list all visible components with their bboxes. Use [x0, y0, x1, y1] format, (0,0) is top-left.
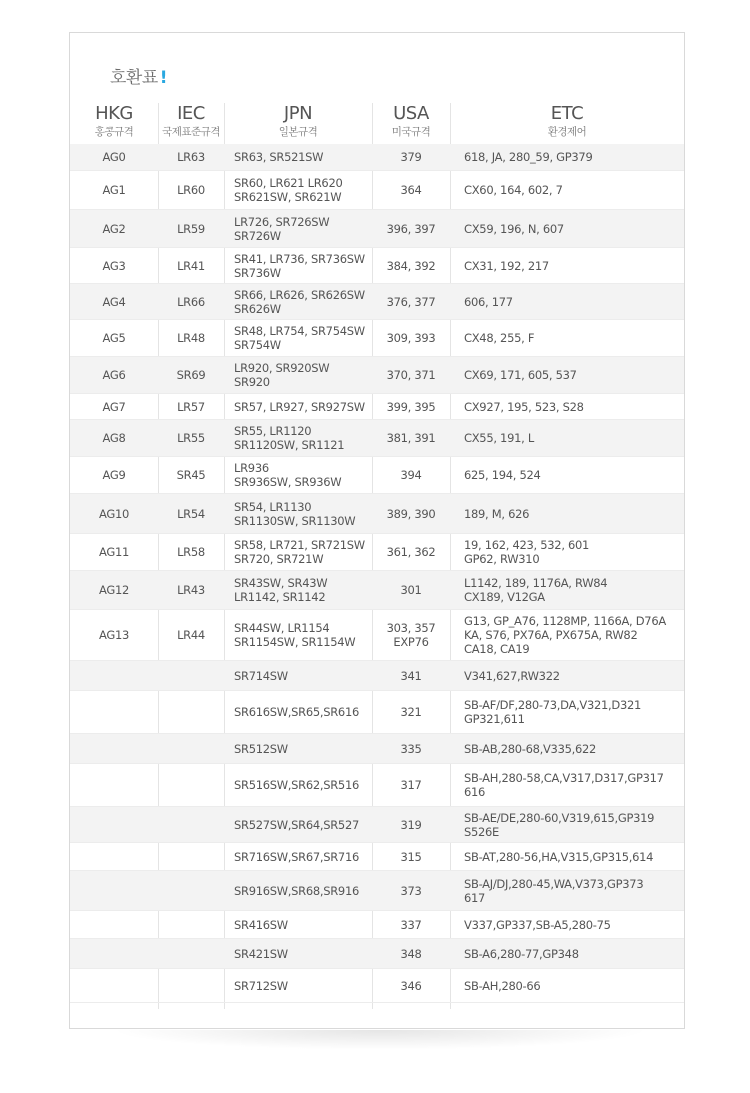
header-hkg-sublabel: 홍콩규격: [94, 126, 134, 138]
cell-usa: [372, 420, 450, 456]
cell-etc: [450, 320, 684, 356]
cell-jpn: [224, 571, 372, 609]
cell-usa-text: 309, 393: [386, 331, 436, 345]
cell-iec: [158, 534, 224, 570]
cell-iec: [158, 320, 224, 356]
cell-usa: [372, 691, 450, 733]
cell-etc: [450, 969, 684, 1002]
cell-usa: [372, 734, 450, 763]
cell-usa: [372, 494, 450, 533]
header-etc: [450, 103, 684, 139]
cell-usa-text: 337: [400, 917, 422, 932]
cell-usa: [372, 144, 450, 170]
cell-iec: [158, 494, 224, 533]
cell-hkg: [70, 210, 158, 247]
cell-etc: [450, 171, 684, 209]
cell-etc-text: V341,627,RW322: [464, 668, 560, 683]
cell-etc: [450, 939, 684, 968]
cell-jpn-text: SR66, LR626, SR626SW SR626W: [234, 287, 365, 316]
cell-iec-text: LR60: [177, 183, 205, 197]
header-usa-label: USA: [393, 103, 429, 124]
cell-usa: [372, 320, 450, 356]
cell-iec-text: LR48: [177, 331, 205, 345]
cell-usa: [372, 210, 450, 247]
cell-usa: [372, 248, 450, 283]
cell-iec: [158, 248, 224, 283]
cell-usa: [372, 284, 450, 319]
cell-usa-text: 335: [400, 741, 422, 756]
cell-hkg-text: AG7: [102, 399, 126, 414]
cell-etc-text: CX55, 191, L: [464, 431, 534, 445]
cell-jpn: [224, 843, 372, 870]
table-row: [70, 394, 684, 420]
cell-etc: [450, 911, 684, 938]
cell-jpn-text: LR920, SR920SW SR920: [234, 361, 330, 389]
cell-jpn-text: SR716SW,SR67,SR716: [234, 849, 359, 864]
cell-usa-text: 319: [400, 817, 422, 832]
cell-iec: [158, 734, 224, 763]
cell-jpn: [224, 734, 372, 763]
cell-jpn-text: SR616SW,SR65,SR616: [234, 705, 359, 719]
cell-usa-text: 364: [400, 183, 422, 197]
header-iec: [158, 103, 224, 139]
cell-usa: [372, 394, 450, 419]
cell-usa: [372, 661, 450, 690]
cell-hkg-text: AG5: [102, 331, 126, 345]
cell-jpn-text: SR516SW,SR62,SR516: [234, 778, 359, 792]
cell-iec: [158, 357, 224, 393]
cell-etc-text: 606, 177: [464, 294, 513, 309]
cell-etc: [450, 571, 684, 609]
cell-etc: [450, 661, 684, 690]
cell-usa-text: 381, 391: [386, 431, 436, 445]
header-jpn-sublabel: 일본규격: [278, 126, 318, 138]
cell-iec: [158, 807, 224, 842]
title-mark: !: [159, 68, 168, 88]
cell-jpn: [224, 457, 372, 493]
cell-hkg: [70, 144, 158, 170]
compatibility-table-body: [70, 144, 684, 1003]
table-row: [70, 734, 684, 764]
header-iec-label: IEC: [177, 103, 205, 124]
cell-hkg-text: AG11: [98, 545, 129, 559]
cell-hkg-text: AG6: [102, 368, 126, 382]
cell-hkg: [70, 171, 158, 209]
cell-usa-text: 376, 377: [386, 294, 436, 309]
cell-iec-text: LR54: [177, 506, 205, 521]
cell-hkg-text: AG3: [102, 258, 126, 273]
cell-jpn: [224, 171, 372, 209]
cell-usa: [372, 534, 450, 570]
header-hkg: [70, 103, 158, 139]
cell-jpn-text: SR421SW: [234, 946, 288, 961]
cell-jpn: [224, 871, 372, 910]
cell-etc-text: SB-A6,280-77,GP348: [464, 946, 579, 961]
cell-jpn: [224, 284, 372, 319]
cell-etc: [450, 534, 684, 570]
header-etc-sublabel: 환경제어: [547, 126, 587, 138]
table-row: [70, 871, 684, 911]
cell-etc-text: CX59, 196, N, 607: [464, 221, 564, 236]
cell-hkg-text: AG8: [102, 431, 126, 445]
cell-usa-text: 373: [400, 883, 422, 898]
table-row: [70, 420, 684, 457]
table-row: [70, 210, 684, 248]
cell-hkg: [70, 457, 158, 493]
cell-jpn-text: SR527SW,SR64,SR527: [234, 817, 359, 832]
cell-etc: [450, 494, 684, 533]
cell-iec-text: SR69: [176, 368, 206, 382]
table-row: [70, 911, 684, 939]
cell-hkg: [70, 939, 158, 968]
cell-jpn-text: SR54, LR1130 SR1130SW, SR1130W: [234, 499, 356, 528]
cell-iec-text: LR59: [177, 221, 205, 236]
table-row: [70, 144, 684, 171]
cell-iec: [158, 911, 224, 938]
cell-usa-text: 394: [400, 468, 422, 482]
cell-usa-text: 348: [400, 946, 422, 961]
title-text: 호환표: [110, 68, 158, 88]
table-row: [70, 284, 684, 320]
cell-etc: [450, 764, 684, 806]
table-row: [70, 807, 684, 843]
page-title: [110, 63, 167, 88]
cell-jpn: [224, 394, 372, 419]
cell-hkg: [70, 734, 158, 763]
cell-etc-text: CX69, 171, 605, 537: [464, 368, 577, 382]
cell-jpn: [224, 210, 372, 247]
cell-iec-text: LR63: [177, 150, 205, 164]
cell-usa: [372, 764, 450, 806]
cell-etc-text: SB-AJ/DJ,280-45,WA,V373,GP373 617: [464, 876, 644, 905]
cell-hkg: [70, 534, 158, 570]
cell-etc-text: CX927, 195, 523, S28: [464, 399, 584, 414]
cell-jpn-text: SR63, SR521SW: [234, 150, 324, 164]
cell-hkg: [70, 320, 158, 356]
cell-etc: [450, 843, 684, 870]
cell-iec: [158, 420, 224, 456]
cell-etc-text: SB-AB,280-68,V335,622: [464, 741, 597, 756]
header-jpn: [224, 103, 372, 139]
cell-hkg: [70, 394, 158, 419]
cell-usa: [372, 571, 450, 609]
cell-iec-text: LR43: [177, 583, 205, 597]
cell-iec: [158, 144, 224, 170]
cell-hkg: [70, 911, 158, 938]
cell-jpn: [224, 420, 372, 456]
cell-jpn-text: LR726, SR726SW SR726W: [234, 214, 330, 243]
cell-jpn-text: SR55, LR1120 SR1120SW, SR1121: [234, 424, 345, 452]
cell-iec-text: LR58: [177, 545, 205, 559]
cell-etc: [450, 807, 684, 842]
header-hkg-label: HKG: [95, 103, 133, 124]
cell-jpn-text: SR58, LR721, SR721SW SR720, SR721W: [234, 538, 365, 566]
cell-iec-text: LR57: [177, 399, 205, 414]
cell-usa-text: 361, 362: [386, 545, 436, 559]
cell-usa: [372, 871, 450, 910]
cell-etc-text: 189, M, 626: [464, 506, 530, 521]
cell-iec: [158, 571, 224, 609]
cell-jpn-text: SR512SW: [234, 741, 288, 756]
table-row: [70, 610, 684, 661]
cell-usa-text: 341: [400, 668, 422, 683]
cell-iec: [158, 764, 224, 806]
cell-hkg-text: AG4: [102, 294, 126, 309]
cell-jpn-text: SR712SW: [234, 978, 288, 993]
table-row: [70, 691, 684, 734]
cell-etc: [450, 248, 684, 283]
cell-etc-text: 618, JA, 280_59, GP379: [464, 150, 593, 164]
cell-usa-text: 346: [400, 978, 422, 993]
header-jpn-label: JPN: [283, 103, 313, 124]
table-row: [70, 457, 684, 494]
cell-usa-text: 303, 357 EXP76: [386, 621, 436, 649]
cell-hkg: [70, 691, 158, 733]
cell-etc-text: 625, 194, 524: [464, 468, 541, 482]
table-row: [70, 320, 684, 357]
cell-hkg: [70, 248, 158, 283]
cell-etc: [450, 394, 684, 419]
cell-usa: [372, 843, 450, 870]
table-row: [70, 248, 684, 284]
cell-jpn-text: SR714SW: [234, 668, 288, 683]
cell-hkg-text: AG2: [102, 221, 126, 236]
cell-etc: [450, 610, 684, 660]
cell-usa-text: 379: [400, 150, 422, 164]
table-row: [70, 571, 684, 610]
cell-usa: [372, 457, 450, 493]
cell-hkg: [70, 610, 158, 660]
cell-jpn: [224, 534, 372, 570]
header-etc-label: ETC: [550, 103, 584, 124]
cell-usa-text: 396, 397: [386, 221, 436, 236]
cell-etc-text: G13, GP_A76, 1128MP, 1166A, D76A KA, S76, PX76A, PX675A, RW82 CA18, CA19: [464, 614, 666, 656]
cell-jpn: [224, 248, 372, 283]
cell-usa: [372, 610, 450, 660]
cell-hkg: [70, 284, 158, 319]
cell-jpn-text: SR41, LR736, SR736SW SR736W: [234, 251, 365, 280]
cell-hkg: [70, 807, 158, 842]
cell-iec: [158, 969, 224, 1002]
cell-usa: [372, 357, 450, 393]
table-row: [70, 969, 684, 1003]
header-usa-sublabel: 미국규격: [391, 126, 431, 138]
cell-iec: [158, 871, 224, 910]
cell-jpn-text: SR416SW: [234, 917, 288, 932]
cell-usa: [372, 969, 450, 1002]
cell-usa-text: 384, 392: [386, 258, 436, 273]
cell-etc-text: SB-AH,280-58,CA,V317,D317,GP317 616: [464, 771, 664, 799]
table-row: [70, 534, 684, 571]
cell-jpn: [224, 807, 372, 842]
cell-jpn: [224, 691, 372, 733]
cell-etc-text: 19, 162, 423, 532, 601 GP62, RW310: [464, 538, 590, 566]
cell-etc: [450, 357, 684, 393]
cell-etc-text: L1142, 189, 1176A, RW84 CX189, V12GA: [464, 576, 608, 604]
cell-usa: [372, 807, 450, 842]
cell-hkg: [70, 871, 158, 910]
cell-etc: [450, 144, 684, 170]
cell-usa-text: 389, 390: [386, 506, 436, 521]
cell-hkg: [70, 764, 158, 806]
cell-iec-text: LR66: [177, 294, 205, 309]
cell-hkg-text: AG1: [102, 183, 126, 197]
cell-iec: [158, 394, 224, 419]
cell-hkg: [70, 843, 158, 870]
table-row: [70, 171, 684, 210]
cell-etc: [450, 284, 684, 319]
cell-iec: [158, 171, 224, 209]
cell-usa-text: 370, 371: [386, 368, 436, 382]
cell-usa-text: 315: [400, 849, 422, 864]
cell-jpn-text: LR936 SR936SW, SR936W: [234, 461, 342, 489]
cell-iec: [158, 661, 224, 690]
cell-jpn-text: SR44SW, LR1154 SR1154SW, SR1154W: [234, 621, 356, 649]
cell-usa-text: 321: [400, 705, 422, 719]
cell-jpn-text: SR60, LR621 LR620 SR621SW, SR621W: [234, 176, 343, 204]
cell-etc: [450, 734, 684, 763]
table-row: [70, 661, 684, 691]
cell-jpn: [224, 357, 372, 393]
table-row: [70, 939, 684, 969]
table-header: [70, 103, 684, 143]
cell-hkg: [70, 969, 158, 1002]
cell-etc: [450, 210, 684, 247]
cell-iec: [158, 210, 224, 247]
cell-iec: [158, 457, 224, 493]
table-row: [70, 764, 684, 807]
cell-iec-text: LR55: [177, 431, 205, 445]
cell-etc-text: SB-AE/DE,280-60,V319,615,GP319 S526E: [464, 810, 655, 839]
cell-etc: [450, 420, 684, 456]
card-shadow: [110, 1030, 650, 1050]
cell-jpn: [224, 939, 372, 968]
cell-hkg-text: AG13: [98, 628, 129, 642]
cell-etc-text: V337,GP337,SB-A5,280-75: [464, 917, 611, 932]
cell-jpn: [224, 911, 372, 938]
cell-iec: [158, 843, 224, 870]
cell-etc-text: SB-AT,280-56,HA,V315,GP315,614: [464, 849, 654, 864]
table-row: [70, 494, 684, 534]
cell-etc: [450, 871, 684, 910]
cell-iec-text: SR45: [176, 468, 206, 482]
cell-iec: [158, 939, 224, 968]
cell-usa: [372, 911, 450, 938]
cell-hkg: [70, 571, 158, 609]
cell-usa-text: 301: [400, 583, 422, 597]
cell-iec: [158, 284, 224, 319]
cell-jpn-text: SR57, LR927, SR927SW: [234, 399, 365, 414]
cell-jpn-text: SR43SW, SR43W LR1142, SR1142: [234, 576, 328, 604]
compatibility-card: [69, 32, 685, 1029]
header-iec-sublabel: 국제표준규격: [162, 126, 220, 138]
cell-jpn: [224, 494, 372, 533]
cell-hkg-text: AG9: [102, 468, 126, 482]
cell-jpn: [224, 610, 372, 660]
cell-iec: [158, 691, 224, 733]
cell-jpn: [224, 764, 372, 806]
cell-hkg-text: AG12: [98, 583, 129, 597]
cell-hkg: [70, 420, 158, 456]
cell-hkg-text: AG10: [98, 506, 129, 521]
table-row: [70, 357, 684, 394]
cell-usa: [372, 171, 450, 209]
cell-hkg: [70, 357, 158, 393]
cell-jpn-text: SR916SW,SR68,SR916: [234, 883, 359, 898]
cell-jpn-text: SR48, LR754, SR754SW SR754W: [234, 324, 365, 352]
cell-etc-text: CX31, 192, 217: [464, 258, 549, 273]
cell-etc-text: CX48, 255, F: [464, 331, 535, 345]
cell-hkg: [70, 494, 158, 533]
header-usa: [372, 103, 450, 139]
cell-jpn: [224, 144, 372, 170]
cell-jpn: [224, 969, 372, 1002]
cell-iec-text: LR41: [177, 258, 205, 273]
cell-etc: [450, 691, 684, 733]
cell-usa: [372, 939, 450, 968]
cell-usa-text: 317: [400, 778, 422, 792]
cell-iec: [158, 610, 224, 660]
cell-iec-text: LR44: [177, 628, 205, 642]
cell-usa-text: 399, 395: [386, 399, 436, 414]
cell-jpn: [224, 320, 372, 356]
cell-etc-text: SB-AF/DF,280-73,DA,V321,D321 GP321,611: [464, 698, 642, 726]
cell-etc-text: CX60, 164, 602, 7: [464, 183, 563, 197]
cell-jpn: [224, 661, 372, 690]
cell-hkg: [70, 661, 158, 690]
cell-etc-text: SB-AH,280-66: [464, 978, 541, 993]
cell-hkg-text: AG0: [102, 150, 126, 164]
table-row: [70, 843, 684, 871]
cell-etc: [450, 457, 684, 493]
